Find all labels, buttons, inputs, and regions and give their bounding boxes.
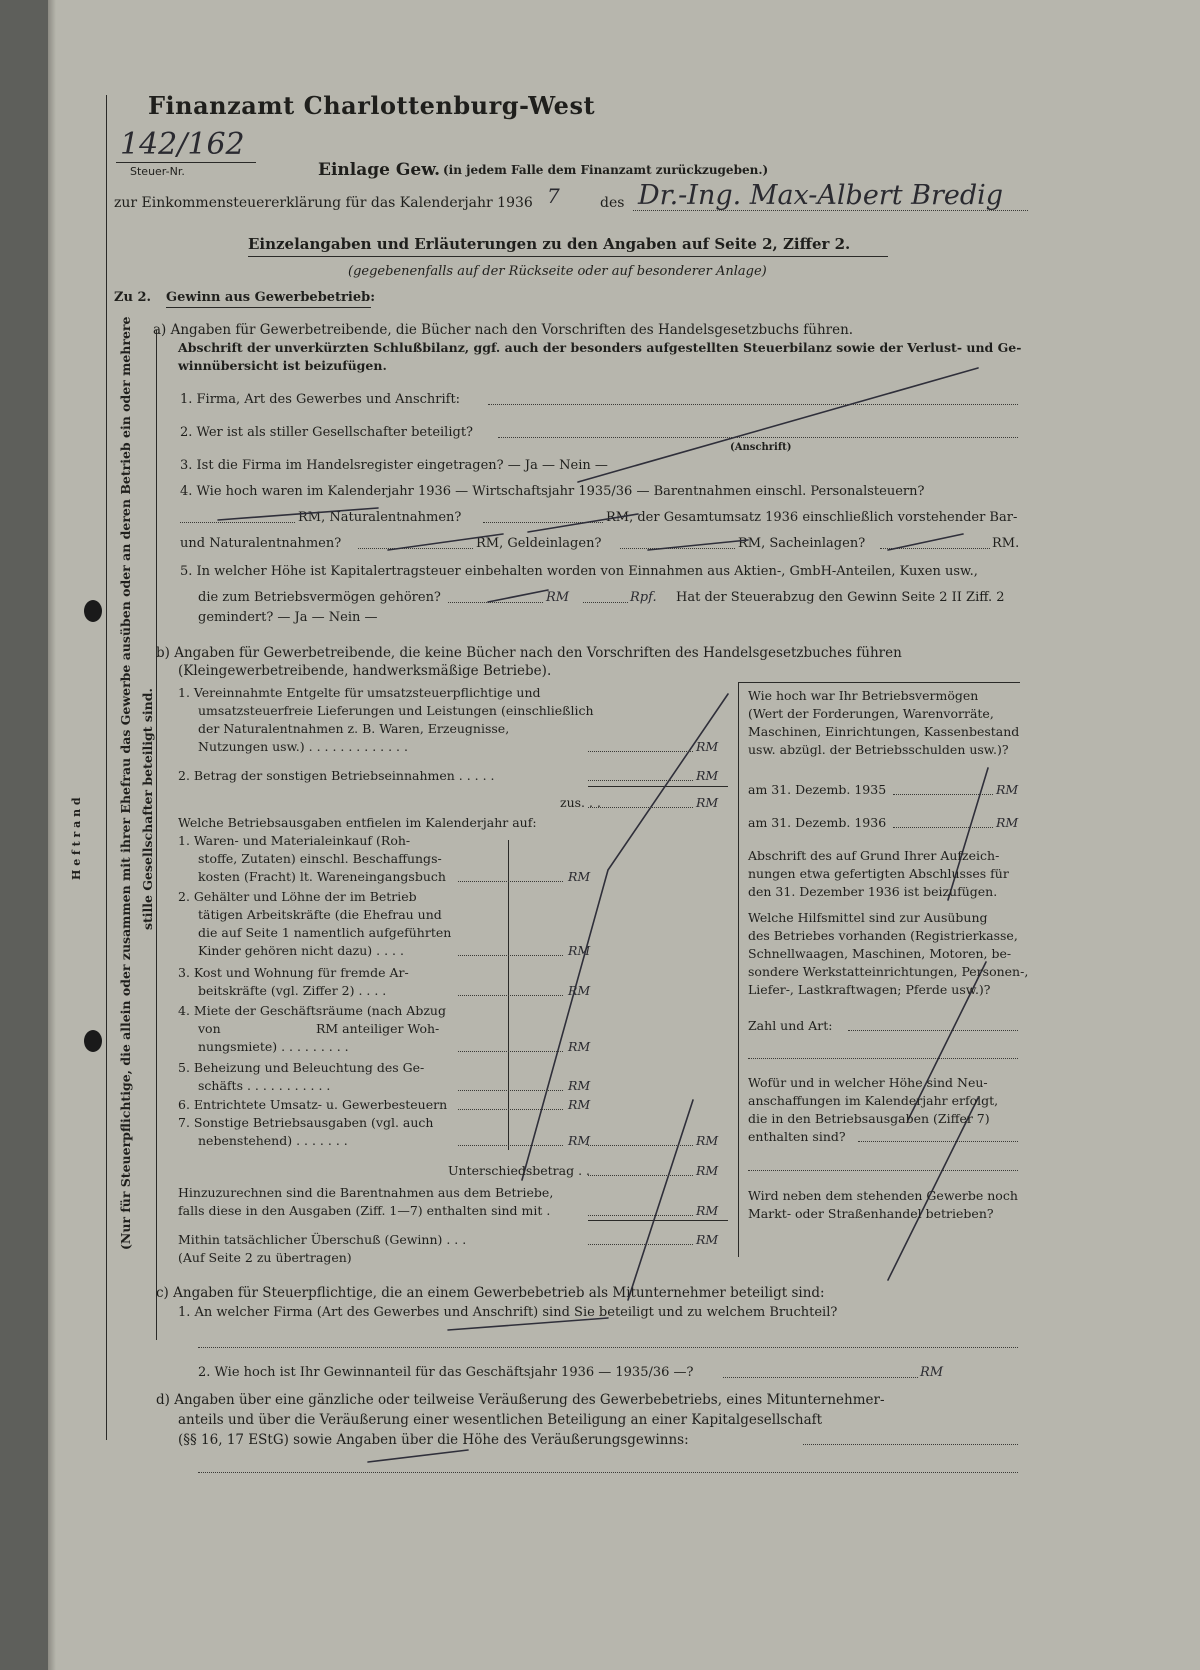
rm-exp-total: RM — [696, 1133, 719, 1148]
b-left-item-10: 2. Gehälter und Löhne der im Betrieb — [178, 889, 417, 904]
strike-a-q4-1 — [218, 508, 378, 520]
b-left-item-4: 2. Betrag der sonstigen Betriebseinnahmen . . . . . — [178, 768, 495, 783]
b-left-item-14: 3. Kost und Wohnung für fremde Ar- — [178, 965, 409, 980]
b-right-item-4: am 31. Dezemb. 1935 — [748, 782, 887, 797]
b-right-item-10: des Betriebes vorhanden (Registrierkasse, — [748, 928, 1018, 943]
b-right-item-9: Welche Hilfsmittel sind zur Ausübung — [748, 910, 988, 925]
b-right-item-15: Wofür und in welcher Höhe sind Neu- — [748, 1075, 988, 1090]
rm-diff: RM — [696, 1163, 719, 1178]
declaration-line: zur Einkommensteuererklärung für das Kalenderjahr 1936 — [114, 195, 533, 211]
b-left-item-2: der Naturalentnahmen z. B. Waren, Erzeugnisse, — [198, 721, 510, 736]
form-sheet — [48, 0, 1200, 1670]
d-line2: anteils und über die Veräußerung einer wesentlichen Beteiligung an einer Kapitalgesellschaft — [178, 1412, 823, 1428]
b-amount-line-11 — [588, 1175, 693, 1176]
b-left-item-29: (Auf Seite 2 zu übertragen) — [178, 1250, 352, 1265]
b-left-item-16: 4. Miete der Geschäftsräume (nach Abzug — [178, 1003, 446, 1018]
strike-b-income — [522, 694, 728, 1180]
b-right-item-14: Zahl und Art: — [748, 1018, 833, 1033]
a-q5-line2d: Hat der Steuerabzug den Gewinn Seite 2 II Ziff. 2 — [676, 590, 1005, 605]
declaration-des: des — [600, 195, 625, 211]
strike-a-q4-5 — [888, 534, 963, 550]
rm-exp-4: RM — [568, 1039, 591, 1054]
b-right-item-0: Wie hoch war Ihr Betriebsvermögen — [748, 688, 979, 703]
tools-line-2 — [748, 1058, 1018, 1059]
b-right-item-3: usw. abzügl. der Betriebsschulden usw.)? — [748, 742, 1009, 757]
form-title: Einlage Gew. — [318, 160, 441, 180]
rm-add: RM — [696, 1203, 719, 1218]
b-left-item-8: stoffe, Zutaten) einschl. Beschaffungs- — [198, 851, 442, 866]
b-left-item-25: Unterschiedsbetrag . . — [448, 1163, 591, 1178]
b-left-item-11: tätigen Arbeitskräfte (die Ehefrau und — [198, 907, 442, 922]
b-left-item-21: schäfts . . . . . . . . . . . — [198, 1078, 331, 1093]
c-q2: 2. Wie hoch ist Ihr Gewinnanteil für das Geschäftsjahr 1936 — 1935/36 —? — [198, 1365, 694, 1380]
section-subheading: (gegebenenfalls auf der Rückseite oder auf besonderer Anlage) — [348, 264, 767, 279]
office-name: Finanzamt Charlottenburg-West — [148, 91, 596, 120]
b-amount-line-8 — [458, 1109, 563, 1110]
a-q4-line3a: und Naturalentnahmen? — [180, 536, 342, 551]
a-line1: a) Angaben für Gewerbetreibende, die Bücher nach den Vorschriften des Handelsgesetzbuchs führen. — [153, 322, 854, 338]
a-q5-rm: RM — [546, 590, 570, 605]
a-q1: 1. Firma, Art des Gewerbes und Anschrift: — [180, 392, 461, 407]
b-amount-line-9 — [458, 1145, 563, 1146]
rm-exp-5: RM — [568, 1078, 591, 1093]
c-q1: 1. An welcher Firma (Art des Gewerbes und Anschrift) sind Sie beteiligt und zu welchem Bruchteil? — [178, 1305, 838, 1320]
a-q5-line2a: die zum Betriebsvermögen gehören? — [198, 590, 441, 605]
b-amount-line-13 — [588, 1244, 693, 1245]
zu2-prefix: Zu 2. — [114, 290, 152, 305]
vertical-note-left: (Nur für Steuerpflichtige, die allein oder zusammen mit ihrer Ehefrau das Gewerbe ausüben oder an deren Betrieb ein oder mehrere — [118, 316, 133, 1250]
b-right-item-11: Schnellwaagen, Maschinen, Motoren, be- — [748, 946, 1012, 961]
b-left-item-5: zus. . . — [560, 795, 601, 810]
b-amount-line-7 — [458, 1090, 563, 1091]
b-left-item-22: 6. Entrichtete Umsatz- u. Gewerbesteuern — [178, 1097, 448, 1112]
strike-a-q5 — [488, 590, 548, 602]
zu2-heading: Gewinn aus Gewerbebetrieb: — [166, 290, 376, 305]
b-amount-line-2 — [588, 807, 693, 808]
a-q2-note: (Anschrift) — [730, 442, 792, 453]
b-left-item-9: kosten (Fracht) lt. Wareneingangsbuch — [198, 869, 446, 884]
b-right-item-13: Liefer-, Lastkraftwagen; Pferde usw.)? — [748, 982, 991, 997]
a-q4-line1: 4. Wie hoch waren im Kalenderjahr 1936 — Wirtschaftsjahr 1935/36 — Barentnahmen einschl. Personalsteuern? — [180, 484, 925, 499]
b-left-item-6: Welche Betriebsausgaben entfielen im Kalenderjahr auf: — [178, 815, 537, 830]
d-line3: (§§ 16, 17 EStG) sowie Angaben über die Höhe des Veräußerungsgewinns: — [178, 1432, 689, 1448]
b-amount-line-6 — [458, 1051, 563, 1052]
a-q2: 2. Wer ist als stiller Gesellschafter beteiligt? — [180, 425, 474, 440]
tax-number-handwritten: 142/162 — [120, 127, 245, 162]
rm-sum: RM — [696, 795, 719, 810]
form-title-note: (in jedem Falle dem Finanzamt zurückzugeben.) — [443, 163, 769, 177]
b-left-item-19: nungsmiete) . . . . . . . . . — [198, 1039, 349, 1054]
rm-income-1: RM — [696, 739, 719, 754]
b-left-item-27: falls diese in den Ausgaben (Ziff. 1—7) enthalten sind mit . — [178, 1203, 551, 1218]
b-amount-line-5 — [458, 995, 563, 996]
b-line1: b) Angaben für Gewerbetreibende, die keine Bücher nach den Vorschriften des Handelsgesetzbuches führen — [156, 645, 902, 661]
rm-exp-7: RM — [568, 1133, 591, 1148]
year-overwrite: 7 — [547, 184, 560, 208]
b-left-item-15: beitskräfte (vgl. Ziffer 2) . . . . — [198, 983, 387, 998]
b-amount-line-0 — [588, 751, 693, 752]
b-left-item-1: umsatzsteuerfreie Lieferungen und Leistungen (einschließlich — [198, 703, 594, 718]
vertical-note-right: stille Gesellschafter beteiligt sind. — [140, 688, 155, 930]
a-q5-rpf: Rpf. — [630, 590, 657, 605]
b-right-item-20: Markt- oder Straßenhandel betrieben? — [748, 1206, 994, 1221]
b-right-item-5: am 31. Dezemb. 1936 — [748, 815, 887, 830]
strike-d — [368, 1450, 468, 1462]
b-amount-line-12 — [588, 1215, 693, 1216]
b-line2: (Kleingewerbetreibende, handwerksmäßige Betriebe). — [178, 663, 552, 679]
rm-exp-2: RM — [568, 943, 591, 958]
b-left-item-17: von — [198, 1021, 221, 1036]
b-left-item-23: 7. Sonstige Betriebsausgaben (vgl. auch — [178, 1115, 434, 1130]
a-line2: Abschrift der unverkürzten Schlußbilanz, ggf. auch der besonders aufgestellten Steuerbilanz sowie der Verlust- und Ge- — [178, 340, 1022, 355]
b-right-item-19: Wird neben dem stehenden Gewerbe noch — [748, 1188, 1018, 1203]
b-right-item-16: anschaffungen im Kalenderjahr erfolgt, — [748, 1093, 999, 1108]
a-q4-line3d: RM. — [992, 536, 1020, 551]
b-right-item-17: die in den Betriebsausgaben (Ziffer 7) — [748, 1111, 990, 1126]
b-left-item-12: die auf Seite 1 namentlich aufgeführten — [198, 925, 452, 940]
b-left-item-18: RM anteiliger Woh- — [316, 1021, 440, 1036]
strike-a-q4-3 — [388, 534, 503, 550]
rm-income-2: RM — [696, 768, 719, 783]
c-line1: c) Angaben für Steuerpflichtige, die an einem Gewerbebetrieb als Mitunternehmer beteiligt sind: — [156, 1285, 825, 1301]
b-left-item-20: 5. Beheizung und Beleuchtung des Ge- — [178, 1060, 425, 1075]
b-right-item-12: sondere Werkstatteinrichtungen, Personen-, — [748, 964, 1029, 979]
c-q2-rm: RM — [920, 1365, 944, 1380]
b-left-item-26: Hinzuzurechnen sind die Barentnahmen aus dem Betriebe, — [178, 1185, 554, 1200]
b-right-item-18: enthalten sind? — [748, 1129, 846, 1144]
b-left-item-3: Nutzungen usw.) . . . . . . . . . . . . . — [198, 739, 408, 754]
rm-profit: RM — [696, 1232, 719, 1247]
declarant-name-handwritten: Dr.-Ing. Max-Albert Bredig — [638, 180, 1004, 211]
b-left-item-28: Mithin tatsächlicher Überschuß (Gewinn) . . . — [178, 1232, 467, 1247]
strike-a-q4-2 — [528, 514, 638, 532]
a-q3: 3. Ist die Firma im Handelsregister eingetragen? — Ja — Nein — — [180, 458, 608, 473]
strike-a-q1 — [578, 368, 978, 482]
strike-b-total — [628, 1100, 693, 1300]
b-amount-line-10 — [588, 1145, 693, 1146]
rm-exp-6: RM — [568, 1097, 591, 1112]
assets-1936-line — [893, 827, 993, 828]
strike-c-q1 — [448, 1318, 608, 1330]
heftrand-label: H e f t r a n d — [70, 797, 83, 880]
b-left-item-0: 1. Vereinnahmte Entgelte für umsatzsteuerpflichtige und — [178, 685, 541, 700]
b-right-item-1: (Wert der Forderungen, Warenvorräte, — [748, 706, 994, 721]
b-amount-line-3 — [458, 881, 563, 882]
a-q5-line1: 5. In welcher Höhe ist Kapitalertragsteuer einbehalten worden von Einnahmen aus Aktien-, GmbH-Anteilen, Kuxen usw., — [180, 564, 978, 579]
b-amount-line-1 — [588, 780, 693, 781]
rm-assets-1935: RM — [996, 782, 1019, 797]
a-line3: winnübersicht ist beizufügen. — [178, 358, 387, 373]
a-q5-line3: gemindert? — Ja — Nein — — [198, 610, 378, 625]
new-acq-line-1 — [858, 1141, 1018, 1142]
rm-assets-1936: RM — [996, 815, 1019, 830]
a-q4-line2b: RM, der Gesamtumsatz 1936 einschließlich vorstehender Bar- — [606, 510, 1018, 525]
assets-1935-line — [893, 794, 993, 795]
b-left-item-7: 1. Waren- und Materialeinkauf (Roh- — [178, 833, 411, 848]
b-left-item-24: nebenstehend) . . . . . . . — [198, 1133, 348, 1148]
b-left-item-13: Kinder gehören nicht dazu) . . . . — [198, 943, 404, 958]
b-amount-line-4 — [458, 955, 563, 956]
tax-number-label: Steuer-Nr. — [130, 165, 185, 178]
new-acq-line-2 — [748, 1170, 1018, 1171]
b-right-item-6: Abschrift des auf Grund Ihrer Aufzeich- — [748, 848, 1000, 863]
b-right-item-7: nungen etwa gefertigten Abschlusses für — [748, 866, 1009, 881]
a-q4-line3b: RM, Geldeinlagen? — [476, 536, 602, 551]
rm-exp-1: RM — [568, 869, 591, 884]
b-right-item-2: Maschinen, Einrichtungen, Kassenbestand — [748, 724, 1020, 739]
tools-line-1 — [848, 1030, 1018, 1031]
rm-exp-3: RM — [568, 983, 591, 998]
a-q4-line2a: RM, Naturalentnahmen? — [298, 510, 462, 525]
section-heading: Einzelangaben und Erläuterungen zu den Angaben auf Seite 2, Ziffer 2. — [248, 235, 851, 253]
a-q4-line3c: RM, Sacheinlagen? — [738, 536, 866, 551]
d-line1: d) Angaben über eine gänzliche oder teilweise Veräußerung des Gewerbebetriebs, eines Mitunternehmer- — [156, 1392, 885, 1408]
b-right-item-8: den 31. Dezember 1936 ist beizufügen. — [748, 884, 998, 899]
strike-a-q4-4 — [648, 540, 748, 550]
